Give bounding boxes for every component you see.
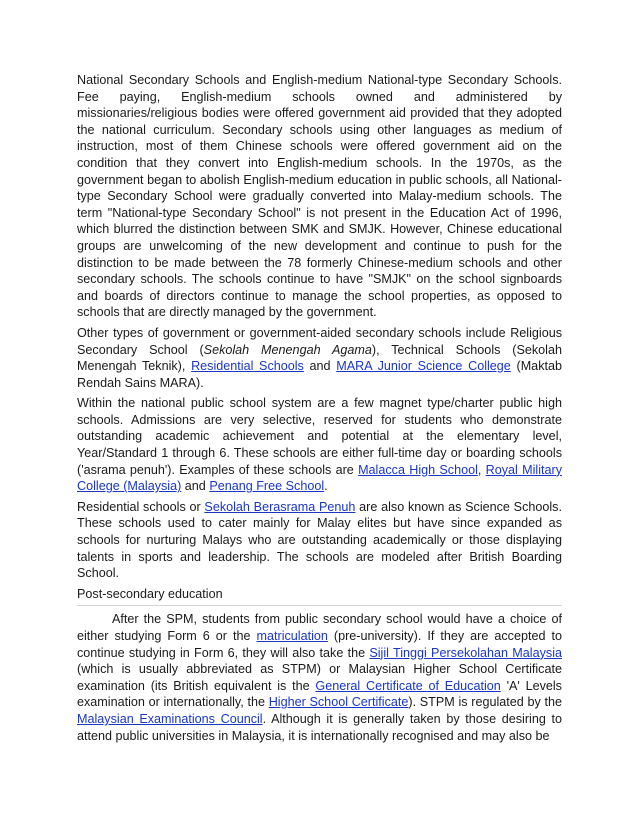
link-residential-schools[interactable]: Residential Schools bbox=[191, 359, 304, 374]
text-span: 'A' Levels examination or internationally, the bbox=[77, 678, 562, 710]
link-sekolah-berasrama-penuh[interactable]: Sekolah Berasrama Penuh bbox=[204, 499, 356, 514]
link-matriculation[interactable]: matriculation bbox=[256, 629, 328, 643]
text-span: Within the national public school system are a few magnet type/charter public high schools. Admissions are very selective, reserved for students who demonstrate outstanding academic achievement and potential at the elementary level, Year/Standard 1 through 6. These schools are either full-time day or boarding schools ('asrama penuh'). Examples of these schools are bbox=[77, 396, 562, 477]
link-general-certificate-of-education[interactable]: General Certificate of Education bbox=[315, 678, 501, 693]
link-royal-military-college[interactable]: Royal Military College (Malaysia) bbox=[77, 462, 562, 494]
text-span: and bbox=[181, 479, 210, 494]
text-span: (pre-university). If they are accepted to continue studying in Form 6, they will also take the bbox=[77, 629, 562, 660]
paragraph-post-secondary bbox=[77, 611, 562, 744]
text-span: . Although it is generally taken by those desiring to attend public universities in Malaysia, it is internationally recognised and may also be bbox=[77, 711, 562, 743]
paragraph-other-secondary-schools bbox=[77, 325, 562, 391]
text-span: , bbox=[477, 462, 486, 477]
text-span: (which is usually abbreviated as STPM) or Malaysian Higher School Certificate examination (its British equivalent is the bbox=[77, 662, 562, 693]
text-span: . bbox=[324, 479, 328, 494]
text-span: Residential schools or bbox=[77, 499, 205, 514]
text-span: Other types of government or government-aided secondary schools include Religious Secondary School ( bbox=[77, 325, 562, 357]
paragraph-smjk-history: National Secondary Schools and English-medium National-type Secondary Schools. Fee paying, English-medium schools owned and administered by missionaries/religious bodies were offered government aid provided that they adopted the national curriculum. Secondary schools using other languages as medium of instruction, most of them Chinese schools were offered government aid on the condition that they convert into English-medium schools. In the 1970s, as the government began to abolish English-medium education in public schools, all National-type Secondary School were gradually converted into Malay-medium schools. The term "National-type Secondary School" is not present in the Education Act of 1996, which blurred the distinction between SMK and SMJK. However, Chinese educational groups are unwelcoming of the new development and continue to push for the distinction to be made between the 78 formerly Chinese-medium schools and other secondary schools. The schools continue to have "SMJK" on the school signboards and boards of directors continue to manage the school properties, as opposed to schools that are directly managed by the government. bbox=[77, 73, 562, 320]
text-span: (Maktab Rendah Sains MARA). bbox=[77, 359, 562, 390]
document-page bbox=[77, 72, 562, 748]
link-penang-free-school[interactable]: Penang Free School bbox=[209, 479, 325, 494]
text-span: and bbox=[303, 359, 337, 374]
link-higher-school-certificate[interactable]: Higher School Certificate bbox=[268, 695, 409, 710]
text-span: are also known as Science Schools. These schools used to cater mainly for Malay elites but have since expanded as schools for nurturing Malays who are outstanding academically or those displaying talents in sports and leadership. The schools are modeled after British Boarding School. bbox=[77, 499, 562, 581]
link-stpm[interactable]: Sijil Tinggi Persekolahan Malaysia bbox=[369, 645, 562, 660]
link-malacca-high-school[interactable]: Malacca High School bbox=[358, 462, 478, 477]
section-heading-post-secondary: Post-secondary education bbox=[77, 586, 562, 607]
text-span: ), Technical Schools (Sekolah Menengah Teknik), bbox=[77, 342, 562, 374]
text-span: ). STPM is regulated by the bbox=[408, 695, 562, 710]
paragraph-residential-schools bbox=[77, 499, 562, 582]
link-malaysian-examinations-council[interactable]: Malaysian Examinations Council bbox=[77, 711, 263, 726]
link-mara-junior-science-college[interactable]: MARA Junior Science College bbox=[336, 359, 511, 374]
italic-term: Sekolah Menengah Agama bbox=[203, 342, 372, 357]
text-span: After the SPM, students from public secondary school would have a choice of either studying Form 6 or the bbox=[77, 612, 562, 643]
paragraph-magnet-schools bbox=[77, 395, 562, 495]
